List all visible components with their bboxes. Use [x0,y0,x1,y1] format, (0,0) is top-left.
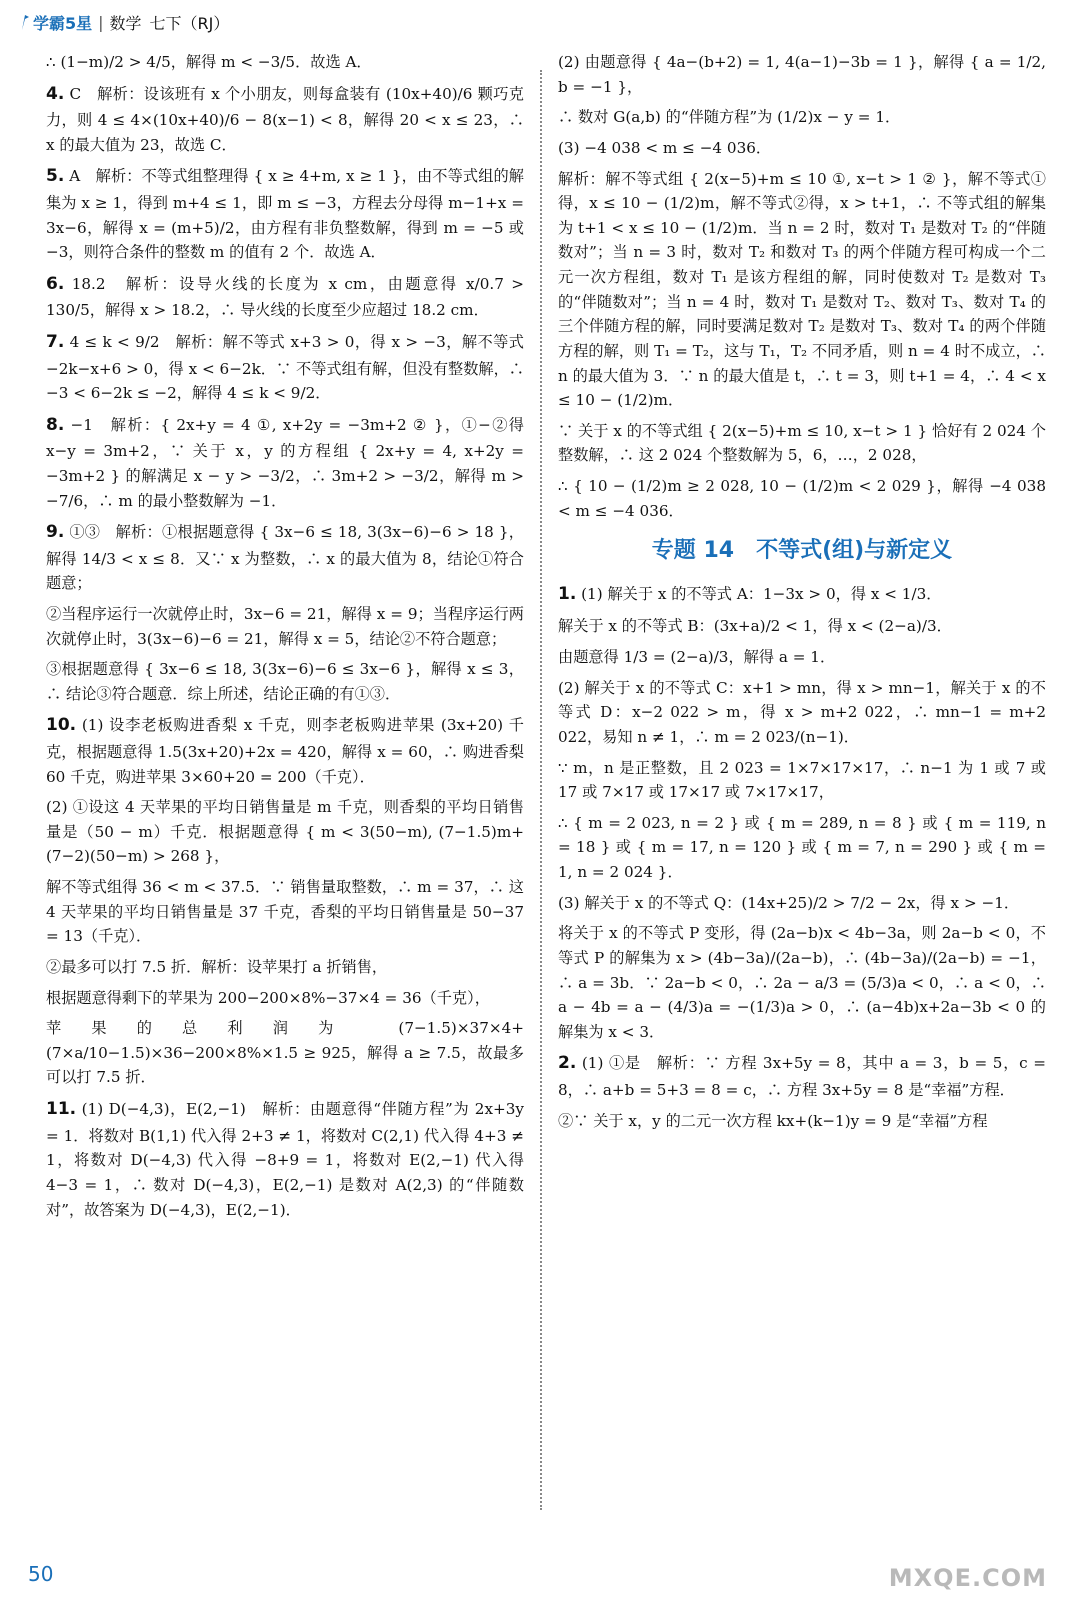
question-number: 1. [558,583,577,604]
question-number: 11. [46,1099,77,1120]
answer-paragraph: (2) 解关于 x 的不等式 C：x+1 > mn，得 x > mn−1，解关于 x 的不等式 D：x−2 022 > m，得 x > m+2 022，∴ mn−1 = m+2 022，易知 n ≠ 1，∴ m = 2 023/(n−1)． [558,678,1046,746]
watermark [888,1546,1047,1592]
answer-paragraph: ∴ { 10 − (1/2)m ≥ 2 028, 10 − (1/2)m < 2 029 }，解得 −4 038 < m ≤ −4 036． [558,477,1046,520]
answer-paragraph: (2) ①设这 4 天苹果的平均日销售量是 m 千克，则香梨的平均日销售量是（50 − m）千克．根据题意得 { m < 3(50−m), (7−1.5)m+(7−2)(50−m) > 268 }， [46,798,524,866]
answer-paragraph: ②∵ 关于 x，y 的二元一次方程 kx+(k−1)y = 9 是“幸福”方程 [558,1111,988,1130]
answer-paragraph: (3) −4 038 < m ≤ −4 036． [558,138,772,157]
answer-paragraph: 解不等式组得 36 < m < 37.5．∵ 销售量取整数，∴ m = 37，∴ 这 4 天苹果的平均日销售量是 37 千克，香梨的平均日销售量是 50−37 = 13（千克）． [46,878,524,946]
right-column [558,50,1046,1139]
answer-paragraph: 9. ①③ 解析：①根据题意得 { 3x−6 ≤ 18, 3(3x−6)−6 > 18 }，解得 14/3 < x ≤ 8．又∵ x 为整数，∴ x 的最大值为 8，结论①符合题意； [46,522,524,593]
answer-paragraph: 解析：解不等式组 { 2(x−5)+m ≤ 10 ①, x−t > 1 ② }，解不等式①得，x ≤ 10 − (1/2)m，解不等式②得，x > t+1，∴ 不等式组的解集为 t+1 < x ≤ 10 − (1/2)m．当 n = 2 时，数对 T₁ 是数对 T₂ 的“伴随数对”；当 n = 3 时，数对 T₂ 和数对 T₃ 的两个伴随方程可构成一个二元一次方程组，数对 T₁ 是该方程组的解，同时使数对 T₂ 是数对 T₃ 的“伴随数对”；当 n = 4 时，数对 T₁ 是数对 T₂、数对 T₃、数对 T₄ 的三个伴随方程的解，同时要满足数对 T₂ 是数对 T₃、数对 T₄ 的两个伴随方程的解，则 T₁ = T₂，这与 T₁，T₂ 不同矛盾，则 n = 4 时不成立，∴ n 的最大值为 3．∵ n 的最大值是 t，∴ t = 3，则 t+1 = 4，∴ 4 < x ≤ 10 − (1/2)m． [558,169,1046,410]
grade: 七下（RJ） [149,13,230,33]
answer-paragraph: 8. −1 解析：{ 2x+y = 4 ①, x+2y = −3m+2 ② }，①−②得 x−y = 3m+2，∵ 关于 x，y 的方程组 { 2x+y = 4, x+2y = −3m+2 } 的解满足 x − y > −3/2，∴ 3m+2 > −3/2，解得 m > −7/6，∴ m 的最小整数解为 −1． [46,414,524,510]
answer-paragraph: 7. 4 ≤ k < 9/2 解析：解不等式 x+3 > 0，得 x > −3，解不等式 −2k−x+6 > 0，得 x < 6−2k．∵ 不等式组有解，但没有整数解，∴ −3 < 6−2k ≤ −2，解得 4 ≤ k < 9/2． [46,331,524,403]
answer-paragraph: 5. A 解析：不等式组整理得 { x ≥ 4+m, x ≥ 1 }，由不等式组的解集为 x ≥ 1，得到 m+4 ≤ 1，即 m ≤ −3，方程去分母得 m−1+x = 3x−6，解得 x = (m+5)/2，由方程有非负整数解，得到 m = −5 或 −3，则符合条件的整数 m 的值有 2 个．故选 A． [46,166,524,262]
left-column [46,50,524,1228]
answer-paragraph: ∵ m，n 是正整数，且 2 023 = 1×7×17×17，∴ n−1 为 1 或 7 或 17 或 7×17 或 17×17 或 7×17×17， [558,758,1046,802]
answer-paragraph: ③根据题意得 { 3x−6 ≤ 18, 3(3x−6)−6 ≤ 3x−6 }，解得 x ≤ 3，∴ 结论③符合题意．综上所述，结论正确的有①③． [46,660,524,703]
answer-paragraph: 根据题意得剩下的苹果为 200−200×8%−37×4 = 36（千克）， [46,988,490,1007]
answer-paragraph: 11. (1) D(−4,3)，E(2,−1) 解析：由题意得“伴随方程”为 2x+3y = 1．将数对 B(1,1) 代入得 2+3 ≠ 1，将数对 C(2,1) 代入得 4+3 ≠ 1，将数对 D(−4,3) 代入得 −8+9 = 1，将数对 E(2,−1) 代入得 4−3 = 1，∴ 数对 D(−4,3)，E(2,−1) 是数对 A(2,3) 的“伴随数对”，故答案为 D(−4,3)，E(2,−1)． [46,1099,524,1219]
question-number: 7. [46,331,65,352]
brand-flag-icon [20,13,30,31]
answer-paragraph: 将关于 x 的不等式 P 变形，得 (2a−b)x < 4b−3a，则 2a−b < 0，不等式 P 的解集为 x > (4b−3a)/(2a−b)，∴ (4b−3a)/(2a−b) = −1，∴ a = 3b．∵ 2a−b < 0，∴ 2a − a/3 = (5/3)a < 0，∴ a < 0，∴ a − 4b = a − (4/3)a = −(1/3)a > 0，∴ (a−4b)x+2a−3b < 0 的解集为 x < 3． [558,924,1046,1041]
section-title: 专题 14 不等式(组)与新定义 [651,538,953,564]
answer-paragraph: ∴ (1−m)/2 > 4/5，解得 m < −3/5．故选 A． [46,53,372,71]
answer-paragraph: 由题意得 1/3 = (2−a)/3，解得 a = 1． [558,648,836,667]
question-number: 6. [46,273,65,294]
answer-paragraph: ∵ 关于 x 的不等式组 { 2(x−5)+m ≤ 10, x−t > 1 } 恰好有 2 024 个整数解，∴ 这 2 024 个整数解为 5，6，…，2 028， [558,421,1046,465]
answer-paragraph: ②最多可以打 7.5 折．解析：设苹果打 a 折销售， [46,957,388,976]
question-number: 5. [46,166,65,187]
answer-paragraph: 6. 18.2 解析：设导火线的长度为 x cm，由题意得 x/0.7 > 130/5，解得 x > 18.2，∴ 导火线的长度至少应超过 18.2 cm． [46,273,524,320]
answer-paragraph: ∴ { m = 2 023, n = 2 } 或 { m = 289, n = 8 } 或 { m = 119, n = 18 } 或 { m = 17, n = 120 } 或 { m = 7, n = 290 } 或 { m = 1, n = 2 024 }． [558,813,1046,882]
answer-paragraph: 2. (1) ①是 解析：∵ 方程 3x+5y = 8，其中 a = 3，b = 5，c = 8，∴ a+b = 5+3 = 8 = c，∴ 方程 3x+5y = 8 是“幸福”方程． [558,1053,1046,1099]
page-header [20,8,229,36]
header-separator: | [98,12,104,32]
column-divider [540,70,542,1510]
question-number: 4. [46,83,65,104]
question-number: 9. [46,522,65,543]
question-number: 10. [46,715,77,736]
answer-paragraph: (3) 解关于 x 的不等式 Q：(14x+25)/2 > 7/2 − 2x，得 x > −1． [558,893,1020,912]
answer-paragraph: 4. C 解析：设该班有 x 个小朋友，则每盒装有 (10x+40)/6 颗巧克力，则 4 ≤ 4×(10x+40)/6 − 8(x−1) < 8，解得 20 < x ≤ 23，∴ x 的最大值为 23，故选 C． [46,83,524,154]
answer-paragraph: ∴ 数对 G(a,b) 的“伴随方程”为 (1/2)x − y = 1． [558,108,901,127]
answer-paragraph: 解关于 x 的不等式 B：(3x+a)/2 < 1，得 x < (2−a)/3． [558,617,952,636]
subject: 数学 [109,13,142,33]
watermark-text: MXQE.COM [888,1564,1047,1592]
question-number: 2. [558,1053,577,1074]
answer-paragraph: 10. (1) 设李老板购进香梨 x 千克，则李老板购进苹果 (3x+20) 千克，根据题意得 1.5(3x+20)+2x = 420，解得 x = 60，∴ 购进香梨 60 千克，购进苹果 3×60+20 = 200（千克）． [46,715,524,786]
page-number: 50 [28,1562,54,1586]
brand-name: 学霸5星 [33,13,93,33]
brand [20,11,92,34]
question-number: 8. [46,414,65,435]
answer-paragraph: 1. (1) 解关于 x 的不等式 A：1−3x > 0，得 x < 1/3． [558,583,942,604]
answer-paragraph: 苹果的总利润为 (7−1.5)×37×4+(7×a/10−1.5)×36−200×8%×1.5 ≥ 925，解得 a ≥ 7.5，故最多可以打 7.5 折． [46,1019,524,1087]
answer-paragraph: ②当程序运行一次就停止时，3x−6 = 21，解得 x = 9；当程序运行两次就停止时，3(3x−6)−6 = 21，解得 x = 5，结论②不符合题意； [46,604,524,648]
answer-paragraph: (2) 由题意得 { 4a−(b+2) = 1, 4(a−1)−3b = 1 }，解得 { a = 1/2, b = −1 }， [558,53,1046,96]
